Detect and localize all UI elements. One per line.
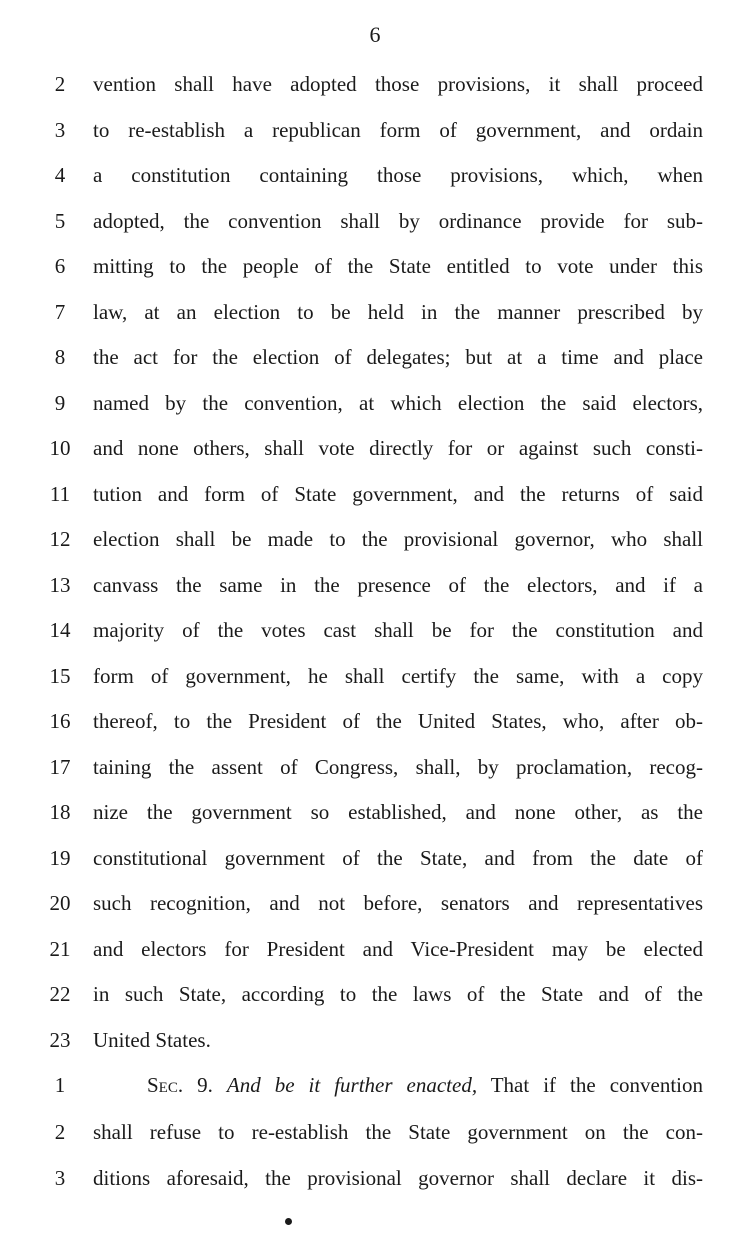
line-number: 20 xyxy=(49,891,71,915)
line-text: named by the convention, at which election the said electors, xyxy=(93,391,703,415)
line-number: 14 xyxy=(49,618,71,642)
line-text: adopted, the convention shall by ordinance provide for sub- xyxy=(93,209,703,233)
line-number: 16 xyxy=(49,709,71,733)
line-number: 5 xyxy=(54,209,66,233)
text-line xyxy=(0,704,750,738)
line-number: 21 xyxy=(49,937,71,961)
line-text: to re-establish a republican form of government, and ordain xyxy=(93,118,703,142)
line-text: such recognition, and not before, senators and representatives xyxy=(93,891,703,915)
line-number: 12 xyxy=(49,527,71,551)
line-text: vention shall have adopted those provisions, it shall proceed xyxy=(93,72,703,96)
line-number: 3 xyxy=(54,118,66,142)
line-text: the act for the election of delegates; but at a time and place xyxy=(93,345,703,369)
text-line xyxy=(0,386,750,420)
text-line xyxy=(0,977,750,1011)
text-line xyxy=(0,659,750,693)
line-number: 6 xyxy=(54,254,66,278)
text-line xyxy=(0,1161,750,1195)
text-line xyxy=(0,750,750,784)
line-number: 11 xyxy=(49,482,71,506)
line-text: law, at an election to be held in the manner prescribed by xyxy=(93,300,703,324)
text-line xyxy=(0,340,750,374)
line-text: a constitution containing those provisions, which, when xyxy=(93,163,703,187)
line-text: and electors for President and Vice-President may be elected xyxy=(93,937,703,961)
line-text: and none others, shall vote directly for or against such consti- xyxy=(93,436,703,460)
section-line xyxy=(0,1068,750,1102)
line-text: form of government, he shall certify the same, with a copy xyxy=(93,664,703,688)
text-line xyxy=(0,249,750,283)
line-number: 13 xyxy=(49,573,71,597)
bullet-dot xyxy=(285,1218,292,1225)
line-text: nize the government so established, and none other, as the xyxy=(93,800,703,824)
text-line xyxy=(0,886,750,920)
line-number: 23 xyxy=(49,1028,71,1052)
text-line xyxy=(0,932,750,966)
line-number: 15 xyxy=(49,664,71,688)
line-text: election shall be made to the provisional governor, who shall xyxy=(93,527,703,551)
line-number: 2 xyxy=(54,72,66,96)
section-rest: That if the convention xyxy=(490,1073,704,1097)
line-text: thereof, to the President of the United States, who, after ob- xyxy=(93,709,703,733)
line-text: canvass the same in the presence of the electors, and if a xyxy=(93,573,703,597)
section-enact: And be it further enacted, xyxy=(226,1073,478,1097)
line-text: constitutional government of the State, and from the date of xyxy=(93,846,703,870)
line-text: mitting to the people of the State entitled to vote under this xyxy=(93,254,703,278)
text-line xyxy=(0,522,750,556)
line-number: 22 xyxy=(49,982,71,1006)
text-line xyxy=(0,431,750,465)
text-line xyxy=(0,1023,750,1057)
line-number: 7 xyxy=(54,300,66,324)
line-number: 10 xyxy=(49,436,71,460)
text-line xyxy=(0,477,750,511)
text-line xyxy=(0,204,750,238)
text-line xyxy=(0,795,750,829)
text-line xyxy=(0,158,750,192)
line-number: 18 xyxy=(49,800,71,824)
line-text: majority of the votes cast shall be for the constitution and xyxy=(93,618,703,642)
line-number: 1 xyxy=(54,1073,66,1097)
text-line xyxy=(0,1115,750,1149)
line-text: taining the assent of Congress, shall, by proclamation, recog- xyxy=(93,755,703,779)
line-text: ditions aforesaid, the provisional governor shall declare it dis- xyxy=(93,1166,703,1190)
text-line xyxy=(0,295,750,329)
line-number: 9 xyxy=(54,391,66,415)
text-line xyxy=(0,113,750,147)
line-number: 2 xyxy=(54,1120,66,1144)
text-line xyxy=(0,841,750,875)
line-text: shall refuse to re-establish the State government on the con- xyxy=(93,1120,703,1144)
line-number: 3 xyxy=(54,1166,66,1190)
section-label: Sec. 9. xyxy=(147,1073,213,1097)
page-number: 6 xyxy=(369,22,381,47)
line-text: tution and form of State government, and the returns of said xyxy=(93,482,703,506)
text-line xyxy=(0,67,750,101)
section-text xyxy=(147,1068,703,1102)
text-line xyxy=(0,568,750,602)
line-number: 4 xyxy=(54,163,66,187)
line-text: in such State, according to the laws of the State and of the xyxy=(93,982,703,1006)
line-number: 19 xyxy=(49,846,71,870)
line-number: 8 xyxy=(54,345,66,369)
text-line xyxy=(0,613,750,647)
line-text: United States. xyxy=(93,1028,211,1052)
line-number: 17 xyxy=(49,755,71,779)
